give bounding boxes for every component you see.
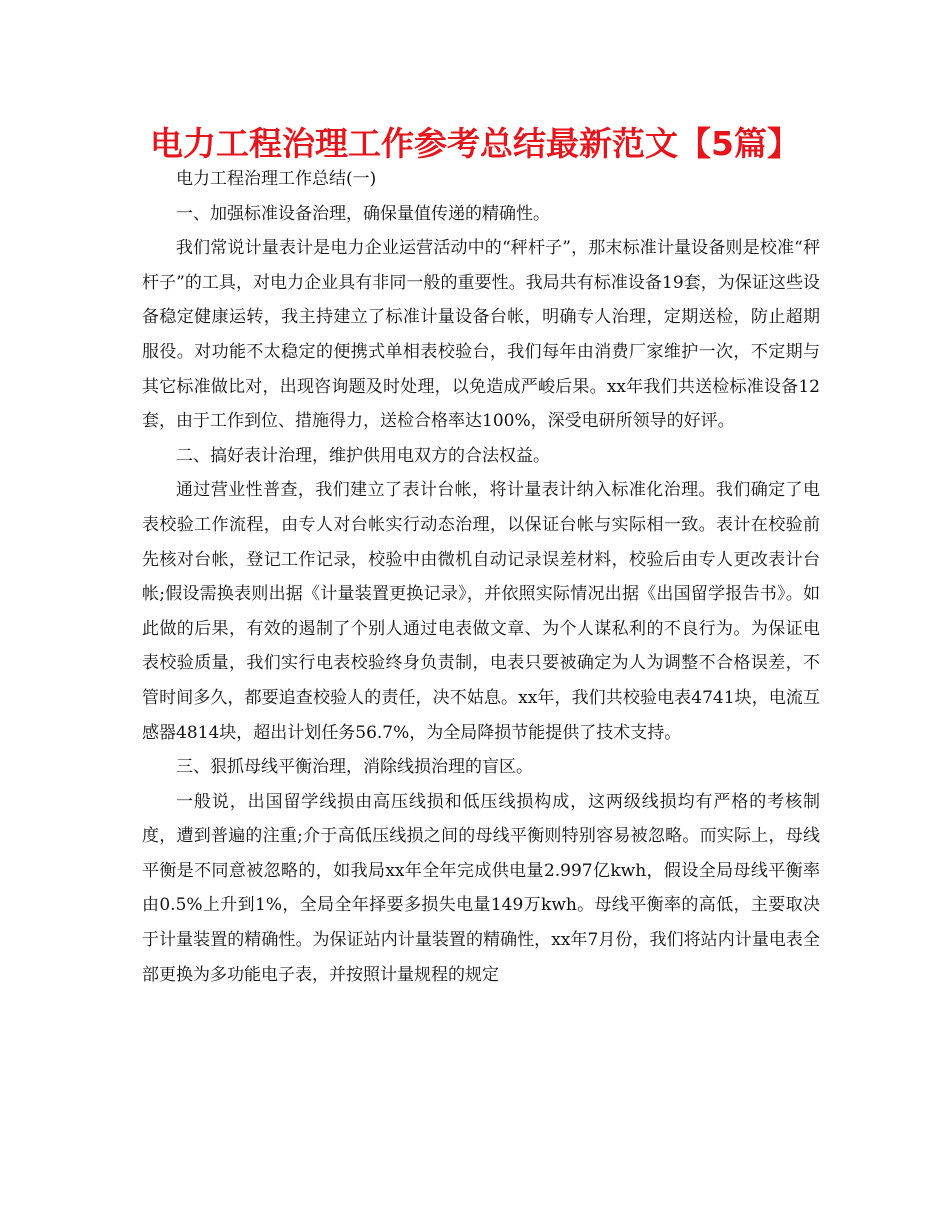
paragraph-3: 一般说，出国留学线损由高压线损和低压线损构成，这两级线损均有严格的考核制度，遭到普遍的注重;介于高低压线损之间的母线平衡则特别容易被忽略。而实际上，母线平衡是不同意被忽略的，如我局xx年全年完成供电量2.997亿kwh，假设全局母线平衡率由0.5%上升到1%，全局全年择要多损失电量149万kwh。母线平衡率的高低，主要取决于计量装置的精确性。为保证站内计量装置的精确性，xx年7月份，我们将站内计量电表全部更换为多功能电子表，并按照计量规程的规定: [142, 791, 820, 985]
section-heading-3: 三、狠抓母线平衡治理，消除线损治理的盲区。: [176, 757, 533, 778]
document-title: 电力工程治理工作参考总结最新范文【5篇】: [150, 124, 800, 163]
paragraph-1: 我们常说计量表计是电力企业运营活动中的“秤杆子”，那末标准计量设备则是校准“秤杆子”的工具，对电力企业具有非同一般的重要性。我局共有标准设备19套，为保证这些设备稳定健康运转，我主持建立了标准计量设备台帐，明确专人治理，定期送检，防止超期服役。对功能不太稳定的便携式单相表校验台，我们每年由消费厂家维护一次，不定期与其它标准做比对，出现咨询题及时处理，以免造成严峻后果。xx年我们共送检标准设备12套，由于工作到位、措施得力，送检合格率达100%，深受电研所领导的好评。: [142, 238, 820, 432]
section-heading-1: 一、加强标准设备治理，确保量值传递的精确性。: [176, 203, 550, 224]
document-body: [142, 162, 820, 992]
paragraph-2: 通过营业性普查，我们建立了表计台帐，将计量表计纳入标准化治理。我们确定了电表校验工作流程，由专人对台帐实行动态治理，以保证台帐与实际相一致。表计在校验前先核对台帐，登记工作记录，校验中由微机自动记录误差材料，校验后由专人更改表计台帐;假设需换表则出据《计量装置更换记录》，并依照实际情况出据《出国留学报告书》。如此做的后果，有效的遏制了个别人通过电表做文章、为个人谋私利的不良行为。为保证电表校验质量，我们实行电表校验终身负责制，电表只要被确定为人为调整不合格误差，不管时间多久，都要追查校验人的责任，决不姑息。xx年，我们共校验电表4741块，电流互感器4814块，超出计划任务56.7%，为全局降损节能提供了技术支持。: [142, 480, 820, 743]
section-subtitle: 电力工程治理工作总结(一): [176, 169, 377, 189]
section-heading-2: 二、搞好表计治理，维护供用电双方的合法权益。: [176, 445, 550, 466]
